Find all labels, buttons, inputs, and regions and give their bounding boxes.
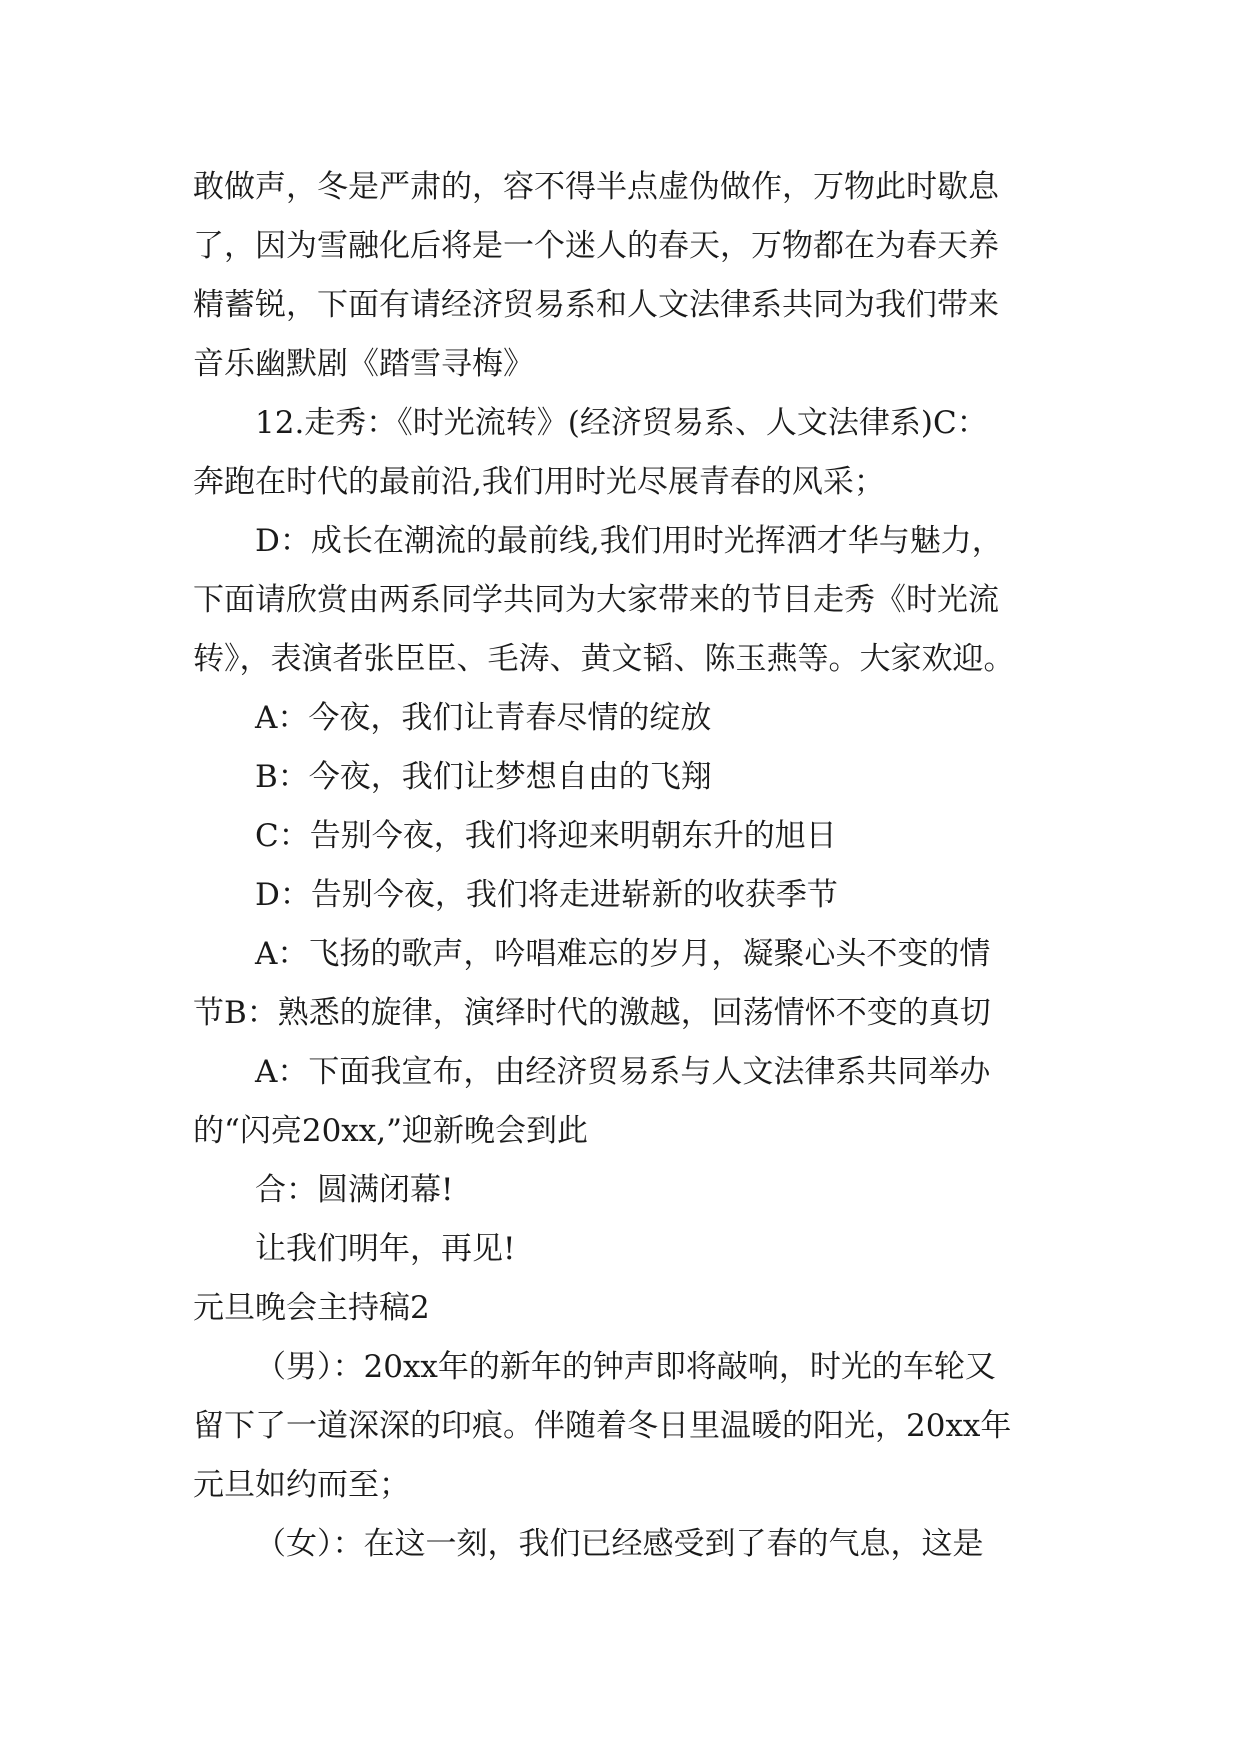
text-line: 下面请欣赏由两系同学共同为大家带来的节目走秀《时光流 — [193, 582, 999, 618]
document-body — [193, 158, 1073, 1574]
paragraph — [193, 1515, 1073, 1574]
text-line: （女）：在这一刻，我们已经感受到了春的气息，这是 — [255, 1526, 984, 1562]
text-line: 精蓄锐，下面有请经济贸易系和人文法律系共同为我们带来 — [193, 287, 999, 323]
paragraph — [193, 1043, 1073, 1161]
paragraph — [193, 807, 1073, 866]
text-line: 元旦如约而至； — [193, 1467, 410, 1503]
text-line: 的“闪亮20xx,”迎新晚会到此 — [193, 1113, 588, 1149]
paragraph — [193, 394, 1073, 512]
paragraph — [193, 1220, 1073, 1279]
text-line: 转》，表演者张臣臣、毛涛、黄文韬、陈玉燕等。大家欢迎。 — [193, 641, 1015, 677]
paragraph — [193, 925, 1073, 1043]
text-line: 音乐幽默剧《踏雪寻梅》 — [193, 346, 534, 382]
section-heading — [193, 1279, 1073, 1338]
text-line: D：成长在潮流的最前线,我们用时光挥洒才华与魅力， — [255, 523, 1003, 559]
text-line: A：下面我宣布，由经济贸易系与人文法律系共同举办 — [255, 1054, 991, 1090]
paragraph — [193, 1161, 1073, 1220]
paragraph — [193, 866, 1073, 925]
text-line: A：今夜，我们让青春尽情的绽放 — [255, 700, 712, 736]
paragraph — [193, 689, 1073, 748]
text-line: A：飞扬的歌声，吟唱难忘的岁月，凝聚心头不变的情 — [255, 936, 991, 972]
text-line: 合：圆满闭幕! — [255, 1172, 454, 1208]
paragraph — [193, 1338, 1073, 1515]
text-line: 节B：熟悉的旋律，演绎时代的激越，回荡情怀不变的真切 — [193, 995, 991, 1031]
text-line: 元旦晚会主持稿2 — [193, 1290, 430, 1326]
text-line: （男）：20xx年的新年的钟声即将敲响，时光的车轮又 — [255, 1349, 996, 1385]
paragraph — [193, 748, 1073, 807]
text-line: 让我们明年，再见! — [255, 1231, 516, 1267]
text-line: C：告别今夜，我们将迎来明朝东升的旭日 — [255, 818, 837, 854]
text-line: 了，因为雪融化后将是一个迷人的春天，万物都在为春天养 — [193, 228, 999, 264]
text-line: 奔跑在时代的最前沿,我们用时光尽展青春的风采； — [193, 464, 885, 500]
text-line: B：今夜，我们让梦想自由的飞翔 — [255, 759, 712, 795]
text-line: 12.走秀：《时光流转》(经济贸易系、人文法律系)C： — [255, 405, 988, 441]
paragraph — [193, 158, 1073, 394]
text-line: 留下了一道深深的印痕。伴随着冬日里温暖的阳光，20xx年 — [193, 1408, 1012, 1444]
text-line: 敢做声，冬是严肃的，容不得半点虚伪做作，万物此时歇息 — [193, 169, 999, 205]
text-line: D：告别今夜，我们将走进崭新的收获季节 — [255, 877, 838, 913]
paragraph — [193, 512, 1073, 689]
